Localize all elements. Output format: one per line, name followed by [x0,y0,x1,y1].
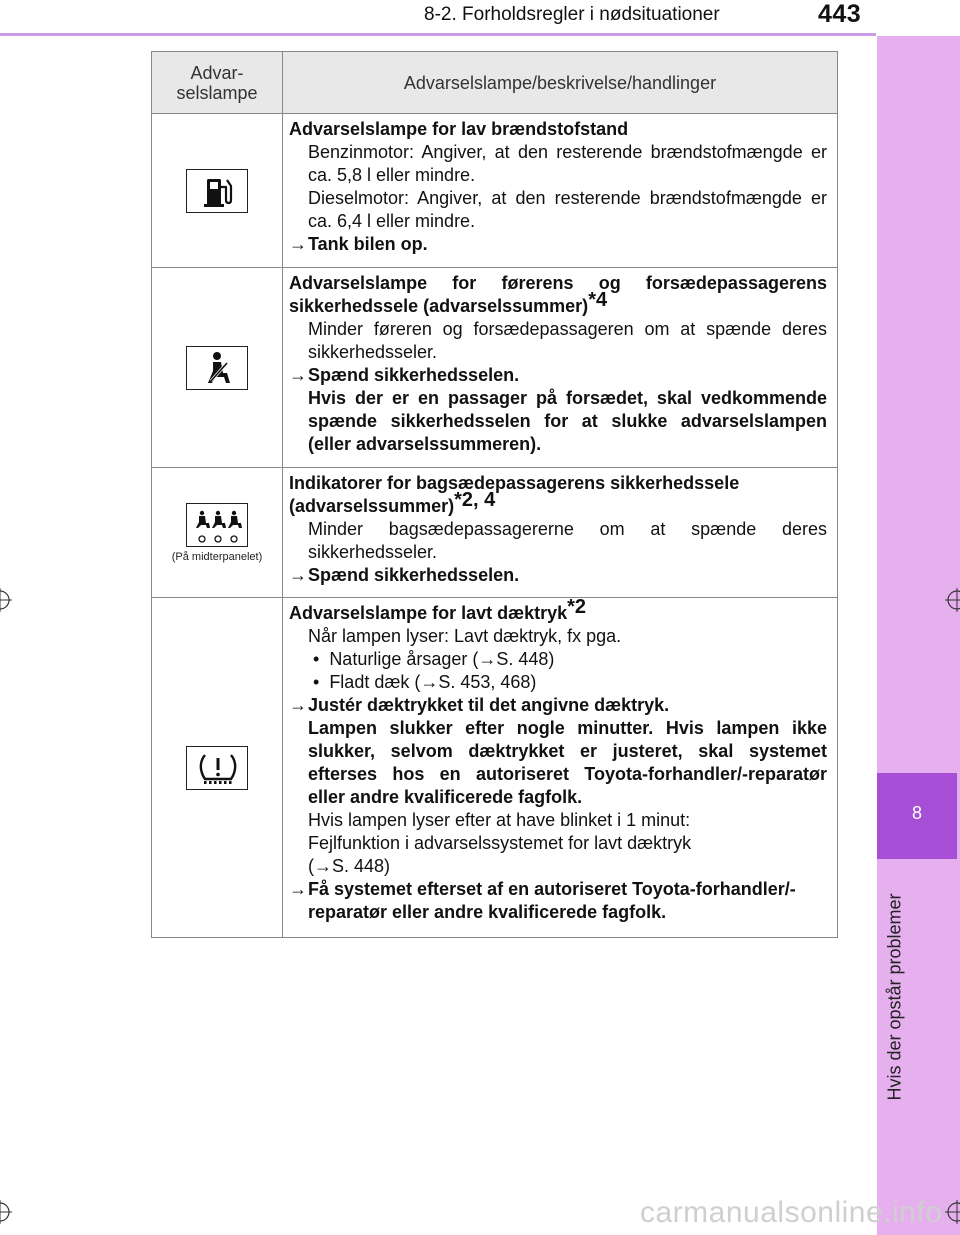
lamp-title: Advarselslampe for lav brændstofstand [289,119,629,139]
description-cell [283,468,838,598]
table-row [152,468,838,598]
description-line: Minder føreren og forsædepassageren om at spænde deres sikkerhedsseler. [308,319,827,362]
description-line: (→S. 448) [308,856,391,876]
arrow-icon: → [289,234,307,254]
icon-cell [152,268,283,468]
icon-cell [152,114,283,268]
header-rule [0,33,876,36]
description-line: Dieselmotor: Angiver, at den resterende brændstofmængde er ca. 6,4 l eller mindre. [308,188,827,231]
list-item-text: Fladt dæk (→S. 453, 468) [329,672,537,692]
low-fuel-icon [186,169,248,213]
section-title: 8-2. Forholdsregler i nødsituationer [424,4,720,25]
action-continuation: Lampen slukker efter nogle minutter. Hvis lampen ikke slukker, selvom dæktrykket er justeret, skal systemet efterses hos en autoriseret Toyota-forhandler/-reparatør eller andre kvalificerede fagfolk. [308,718,827,807]
description-line: Fejlfunktion i advarselssystemet for lavt dæktryk [308,833,692,853]
registration-mark-icon [0,1200,12,1224]
list-item: • Naturlige årsager (→S. 448) [308,649,555,669]
action-line [289,564,827,587]
footnote-ref: *2 [567,596,587,618]
table-row [152,268,838,468]
description-line: Minder bagsædepassagererne om at spænde deres sikkerhedsseler. [308,519,827,562]
arrow-icon: → [289,879,307,899]
description-line: Benzinmotor: Angiver, at den resterende brændstofmængde er ca. 5,8 l eller mindre. [308,142,827,185]
table-header-row [152,52,838,114]
action-text: Spænd sikkerhedsselen. [308,365,520,385]
footnote-ref: *4 [588,289,608,311]
description-cell [283,268,838,468]
description-cell [283,114,838,268]
lamp-title-text: Indikatorer for bagsædepassagerens sikkerhedssele (advarselssummer) [289,473,740,516]
registration-mark-icon [0,588,12,612]
description-cell [283,598,838,938]
list-item-text: Naturlige årsager (→S. 448) [329,649,555,669]
warning-lamp-table [151,51,838,938]
action-line [289,233,827,256]
seatbelt-icon [186,346,248,390]
arrow-icon: → [289,565,307,585]
chapter-number-tab [877,773,957,859]
action-line [289,878,827,924]
watermark: carmanualsonline.info [640,1196,943,1229]
description-line: Når lampen lyser: Lavt dæktryk, fx pga. [308,626,622,646]
icon-cell [152,468,283,598]
table-row [152,114,838,268]
lamp-title-text: Advarselslampe for lavt dæktryk [289,603,568,623]
lamp-title [289,272,827,318]
chapter-number: 8 [911,803,922,823]
action-text: Få systemet efterset af en autoriseret Toyota-forhandler/-reparatør eller andre kvalificerede fagfolk. [308,879,796,922]
action-continuation: Hvis der er en passager på forsædet, skal vedkommende spænde sikkerhedsselen for at slukke advarselslampen (eller advarselssummeren). [308,388,827,454]
rear-seatbelt-icon [186,503,248,547]
registration-mark-icon [945,588,960,612]
table-row [152,598,838,938]
icon-cell [152,598,283,938]
page-number: 443 [818,0,862,28]
chapter-label-wrap [880,872,910,1122]
action-line [289,694,827,717]
lamp-title-text: Advarselslampe for førerens og forsædepassagerens sikkerhedssele (advarselssummer) [289,273,827,316]
action-text: Spænd sikkerhedsselen. [308,565,520,585]
col-header-lamp: Advar- selslampe [152,52,283,114]
action-text: Justér dæktrykket til det angivne dæktryk. [308,695,670,715]
chapter-label: Hvis der opstår problemer [884,893,905,1101]
action-text: Tank bilen op. [308,234,428,254]
footnote-ref: *2, 4 [454,489,496,511]
registration-mark-icon [945,1200,960,1224]
tire-pressure-icon [186,746,248,790]
icon-note: (På midterpanelet) [171,550,263,563]
arrow-icon: → [289,365,307,385]
description-line: Hvis lampen lyser efter at have blinket i 1 minut: [308,810,691,830]
col-header-description: Advarselslampe/beskrivelse/handlinger [283,52,838,114]
arrow-icon: → [289,695,307,715]
list-item: • Fladt dæk (→S. 453, 468) [308,672,537,692]
action-line [289,364,827,387]
lamp-title [289,596,827,625]
lamp-title [289,472,827,518]
